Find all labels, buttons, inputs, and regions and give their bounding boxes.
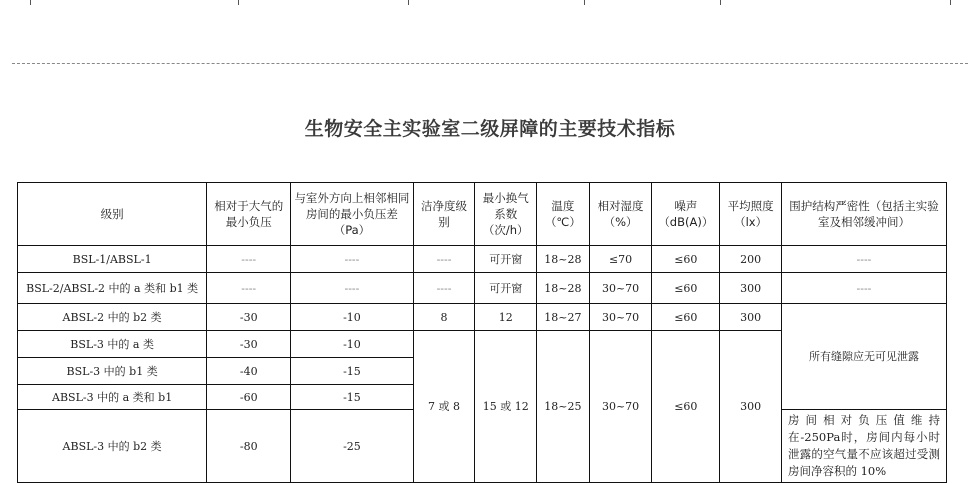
table-row	[18, 273, 947, 304]
cell-adj: -25	[291, 410, 413, 483]
cell-ach-merged: 15 或 12	[475, 331, 537, 483]
cell-clean: ----	[413, 246, 475, 273]
cell-noise: ≤60	[652, 304, 720, 331]
cell-neg: ----	[207, 273, 291, 304]
cell-ach: 可开窗	[475, 273, 537, 304]
cell-adj: -15	[291, 385, 413, 410]
cell-level: BSL-1/ABSL-1	[18, 246, 207, 273]
cell-hum-merged: 30~70	[589, 331, 652, 483]
cell-tight: ----	[781, 273, 946, 304]
cell-clean: 8	[413, 304, 475, 331]
header-adj-pressure: 与室外方向上相邻相同房间的最小负压差（Pa）	[291, 183, 413, 246]
cell-hum: 30~70	[589, 304, 652, 331]
cell-adj: -10	[291, 304, 413, 331]
cell-temp: 18~28	[537, 246, 590, 273]
header-humidity: 相对湿度（%）	[589, 183, 652, 246]
cell-lux: 300	[720, 273, 782, 304]
header-cleanliness: 洁净度级别	[413, 183, 475, 246]
cell-neg: -80	[207, 410, 291, 483]
top-border-ticks	[0, 0, 980, 6]
cell-lux: 300	[720, 304, 782, 331]
cell-neg: -60	[207, 385, 291, 410]
cell-adj: -15	[291, 358, 413, 385]
cell-noise: ≤60	[652, 246, 720, 273]
header-noise: 噪声（dB(A)）	[652, 183, 720, 246]
cell-adj: ----	[291, 246, 413, 273]
cell-level: ABSL-2 中的 b2 类	[18, 304, 207, 331]
cell-tight: ----	[781, 246, 946, 273]
header-level: 级别	[18, 183, 207, 246]
cell-neg: ----	[207, 246, 291, 273]
spec-table	[17, 182, 947, 483]
cell-tight-b2: 房间相对负压值维持在-250Pa时，房间内每小时泄露的空气量不应该超过受测房间净容积的 10%	[781, 410, 946, 483]
cell-temp: 18~28	[537, 273, 590, 304]
cell-lux-merged: 300	[720, 331, 782, 483]
cell-hum: 30~70	[589, 273, 652, 304]
cell-level: BSL-3 中的 a 类	[18, 331, 207, 358]
cell-tight-no-leak: 所有缝隙应无可见泄露	[781, 304, 946, 410]
cell-level: BSL-3 中的 b1 类	[18, 358, 207, 385]
cell-level: BSL-2/ABSL-2 中的 a 类和 b1 类	[18, 273, 207, 304]
cell-neg: -30	[207, 331, 291, 358]
cell-adj: ----	[291, 273, 413, 304]
cell-ach: 12	[475, 304, 537, 331]
cell-clean-merged: 7 或 8	[413, 331, 475, 483]
header-air-changes: 最小换气系数（次/h）	[475, 183, 537, 246]
cell-neg: -40	[207, 358, 291, 385]
cell-noise: ≤60	[652, 273, 720, 304]
cell-hum: ≤70	[589, 246, 652, 273]
cell-ach: 可开窗	[475, 246, 537, 273]
cell-level: ABSL-3 中的 b2 类	[18, 410, 207, 483]
cell-noise-merged: ≤60	[652, 331, 720, 483]
cell-temp: 18~27	[537, 304, 590, 331]
cell-adj: -10	[291, 331, 413, 358]
header-row	[18, 183, 947, 246]
header-temperature: 温度（℃）	[537, 183, 590, 246]
table-row	[18, 304, 947, 331]
dashed-divider	[12, 63, 968, 64]
cell-level: ABSL-3 中的 a 类和 b1	[18, 385, 207, 410]
table-row	[18, 246, 947, 273]
cell-lux: 200	[720, 246, 782, 273]
cell-neg: -30	[207, 304, 291, 331]
page-title: 生物安全主实验室二级屏障的主要技术指标	[304, 118, 676, 140]
header-tightness: 围护结构严密性（包括主实验室及相邻缓冲间）	[781, 183, 946, 246]
header-neg-pressure: 相对于大气的最小负压	[207, 183, 291, 246]
header-illumination: 平均照度（lx）	[720, 183, 782, 246]
cell-clean: ----	[413, 273, 475, 304]
cell-temp-merged: 18~25	[537, 331, 590, 483]
